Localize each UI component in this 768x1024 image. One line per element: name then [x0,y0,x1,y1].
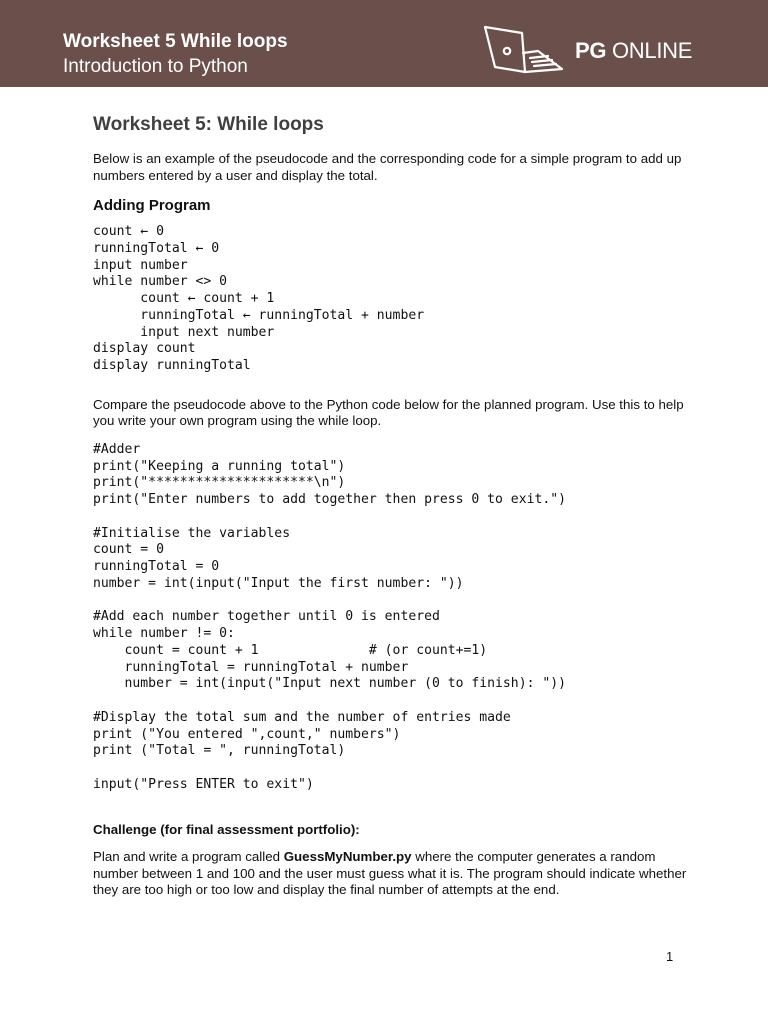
challenge-filename: GuessMyNumber.py [283,849,412,864]
header-title: Worksheet 5 While loops [63,31,288,52]
page-number: 1 [666,949,674,964]
worksheet-heading: Worksheet 5: While loops [93,114,324,135]
laptop-icon [482,24,570,76]
page-header [0,0,768,87]
adding-program-heading: Adding Program [93,197,211,214]
challenge-heading: Challenge (for final assessment portfolio): [93,821,360,837]
worksheet-body [93,113,693,899]
challenge-paragraph: Plan and write a program called GuessMyNumber.py where the computer generates a random number between 1 and 100 and the user must guess what it is. The program should indicate whether they are too high or too low and display the final number of attempts at the end. [93,849,687,897]
python-code-block: #Adder print("Keeping a running total") print("*********************\n") print("Enter numbers to add together then press 0 to exit.") #Initialise the variables count = 0 runningTotal = 0 number = int(input("Input the first number: ")) #Add each number together until 0 is entered while number != 0: count = count + 1 # (or count+=1) runningTotal = runningTotal + number number = int(input("Input next number (0 to finish): ")) #Display the total sum and the number of entries made print ("You entered ",count," numbers") print ("Total = ", runningTotal) input("Press ENTER to exit") [93,441,566,792]
pg-online-logo: PG ONLINE [575,38,693,63]
header-subtitle: Introduction to Python [63,56,248,77]
pseudocode-block: count ← 0 runningTotal ← 0 input number while number <> 0 count ← count + 1 runningTotal ← runningTotal + number input next number display count display runningTotal [93,224,425,373]
intro-paragraph: Below is an example of the pseudocode and the corresponding code for a simple program to add up numbers entered by a user and display the total. [93,151,682,183]
compare-paragraph: Compare the pseudocode above to the Python code below for the planned program. Use this to help you write your own program using the while loop. [93,396,684,429]
